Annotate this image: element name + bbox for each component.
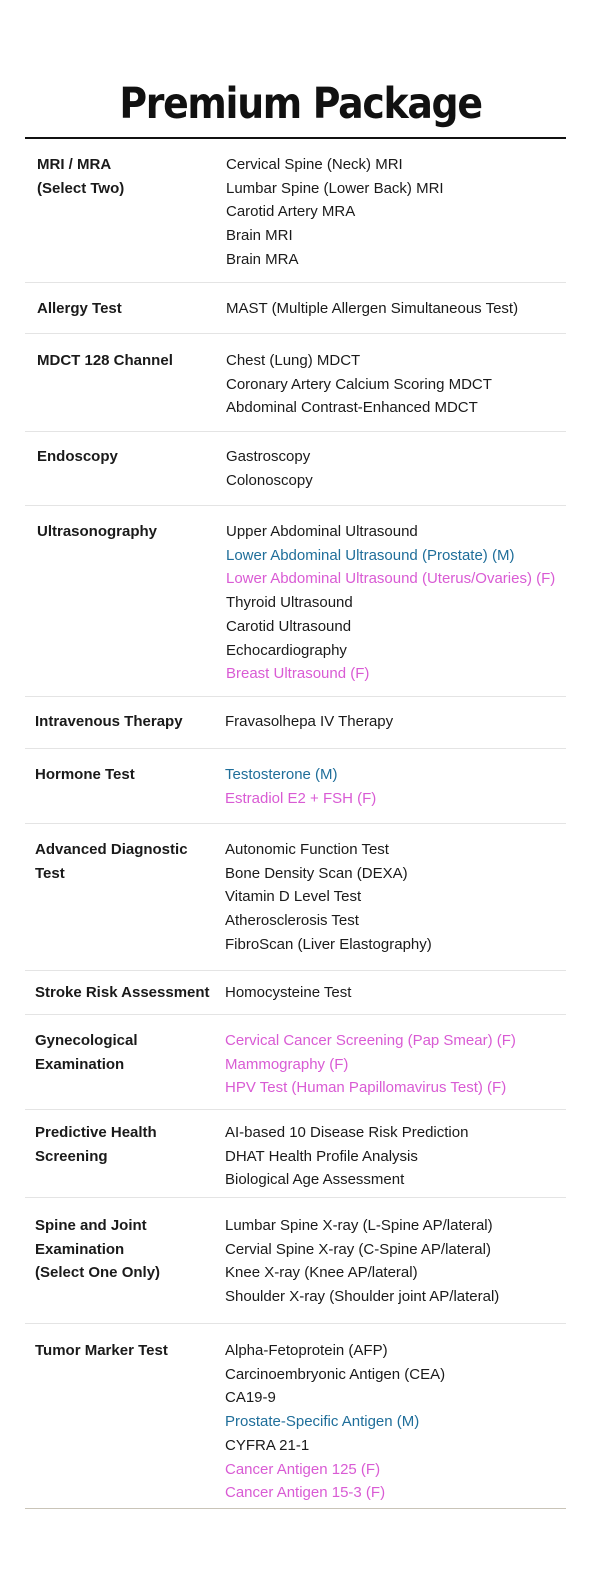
table-row: [25, 432, 566, 506]
row-category: [35, 763, 215, 787]
row-category: [35, 1121, 215, 1168]
list-item: AI-based 10 Disease Risk Prediction: [225, 1124, 469, 1141]
list-item: Carotid Artery MRA: [226, 203, 356, 221]
list-item: Gastroscopy: [226, 448, 311, 465]
category-line: Allergy Test: [37, 300, 122, 317]
package-table: [25, 139, 566, 1509]
list-item: Fravasolhepa IV Therapy: [225, 713, 394, 730]
table-row: [25, 1324, 566, 1509]
list-item: Cancer Antigen 125 (F): [225, 1460, 381, 1478]
table-row: [25, 1110, 566, 1198]
list-item: Thyroid Ultrasound: [226, 594, 353, 612]
category-line: MDCT 128 Channel: [37, 352, 173, 369]
list-item: Lower Abdominal Ultrasound (Uterus/Ovaries) (F): [226, 570, 556, 588]
category-line: Endoscopy: [37, 448, 118, 465]
row-items: [226, 520, 576, 686]
row-items: [226, 297, 576, 321]
category-line: Gynecological: [35, 1032, 138, 1049]
row-category: [35, 1339, 215, 1363]
list-item: Lower Abdominal Ultrasound (Prostate) (M): [226, 546, 515, 564]
list-item: Testosterone (M): [225, 766, 338, 783]
row-category: [35, 838, 215, 885]
table-row: [25, 697, 566, 749]
table-row: [25, 283, 566, 334]
list-item: Chest (Lung) MDCT: [226, 352, 361, 369]
row-category: [35, 1214, 215, 1285]
list-item: Carotid Ultrasound: [226, 617, 352, 635]
list-item: Homocysteine Test: [225, 984, 352, 1001]
list-item: Cancer Antigen 15-3 (F): [225, 1484, 386, 1502]
row-items: [225, 710, 575, 734]
list-item: CYFRA 21-1: [225, 1436, 310, 1454]
category-line: Tumor Marker Test: [35, 1342, 168, 1359]
table-row: [25, 506, 566, 697]
category-line: Stroke Risk Assessment: [35, 984, 210, 1001]
row-items: [226, 445, 576, 492]
list-item: Shoulder X-ray (Shoulder joint AP/lateral): [225, 1288, 500, 1306]
table-row: [25, 749, 566, 824]
list-item: FibroScan (Liver Elastography): [225, 935, 432, 953]
list-item: Cervical Cancer Screening (Pap Smear) (F): [225, 1032, 516, 1049]
list-item: Bone Density Scan (DEXA): [225, 864, 408, 882]
row-items: [226, 153, 576, 272]
list-item: Coronary Artery Calcium Scoring MDCT: [226, 375, 492, 393]
row-items: [225, 1339, 575, 1505]
row-items: [225, 981, 575, 1005]
category-line: (Select One Only): [35, 1264, 161, 1282]
category-line: MRI / MRA: [37, 156, 112, 173]
page-title: Premium Package: [119, 78, 482, 129]
row-items: [225, 838, 575, 957]
list-item: MAST (Multiple Allergen Simultaneous Test): [226, 300, 519, 317]
category-line: Screening: [35, 1147, 108, 1165]
row-items: [225, 1121, 575, 1192]
table-row: [25, 334, 566, 432]
row-items: [225, 763, 575, 810]
row-category: [37, 520, 217, 544]
category-line: Intravenous Therapy: [35, 713, 183, 730]
list-item: Lumbar Spine (Lower Back) MRI: [226, 179, 444, 197]
list-item: Echocardiography: [226, 641, 347, 659]
list-item: Estradiol E2 + FSH (F): [225, 789, 377, 807]
table-row: [25, 971, 566, 1015]
row-items: [226, 349, 576, 420]
list-item: Autonomic Function Test: [225, 841, 389, 858]
row-category: [35, 710, 215, 734]
list-item: Abdominal Contrast-Enhanced MDCT: [226, 399, 478, 417]
row-category: [37, 445, 217, 469]
list-item: Atherosclerosis Test: [225, 912, 359, 930]
row-category: [35, 1029, 215, 1076]
row-category: [37, 297, 217, 321]
list-item: Lumbar Spine X-ray (L-Spine AP/lateral): [225, 1217, 493, 1234]
row-category: [35, 981, 215, 1005]
table-row: [25, 824, 566, 971]
table-row: [25, 1198, 566, 1324]
list-item: Alpha-Fetoprotein (AFP): [225, 1342, 388, 1359]
category-line: Examination: [35, 1240, 125, 1258]
list-item: Upper Abdominal Ultrasound: [226, 523, 418, 540]
category-line: Examination: [35, 1055, 125, 1073]
list-item: Vitamin D Level Test: [225, 888, 362, 906]
list-item: Brain MRI: [226, 227, 293, 245]
list-item: Colonoscopy: [226, 471, 313, 489]
category-line: Hormone Test: [35, 766, 135, 783]
category-line: Test: [35, 864, 65, 882]
row-category: [37, 153, 217, 200]
list-item: Cervical Spine (Neck) MRI: [226, 156, 403, 173]
list-item: DHAT Health Profile Analysis: [225, 1147, 418, 1165]
category-line: Ultrasonography: [37, 523, 158, 540]
row-items: [225, 1029, 575, 1100]
list-item: Carcinoembryonic Antigen (CEA): [225, 1365, 446, 1383]
category-line: Advanced Diagnostic: [35, 841, 188, 858]
list-item: Mammography (F): [225, 1055, 349, 1073]
list-item: Cervial Spine X-ray (C-Spine AP/lateral): [225, 1240, 491, 1258]
category-line: (Select Two): [37, 179, 125, 197]
list-item: Biological Age Assessment: [225, 1171, 405, 1189]
list-item: Prostate-Specific Antigen (M): [225, 1413, 420, 1431]
table-row: [25, 1015, 566, 1110]
category-line: Spine and Joint: [35, 1217, 147, 1234]
list-item: Brain MRA: [226, 250, 299, 268]
list-item: CA19-9: [225, 1389, 276, 1407]
list-item: HPV Test (Human Papillomavirus Test) (F): [225, 1079, 507, 1097]
category-line: Predictive Health: [35, 1124, 157, 1141]
row-category: [37, 349, 217, 373]
list-item: Breast Ultrasound (F): [226, 665, 370, 683]
table-row: [25, 139, 566, 283]
list-item: Knee X-ray (Knee AP/lateral): [225, 1264, 418, 1282]
row-items: [225, 1214, 575, 1309]
